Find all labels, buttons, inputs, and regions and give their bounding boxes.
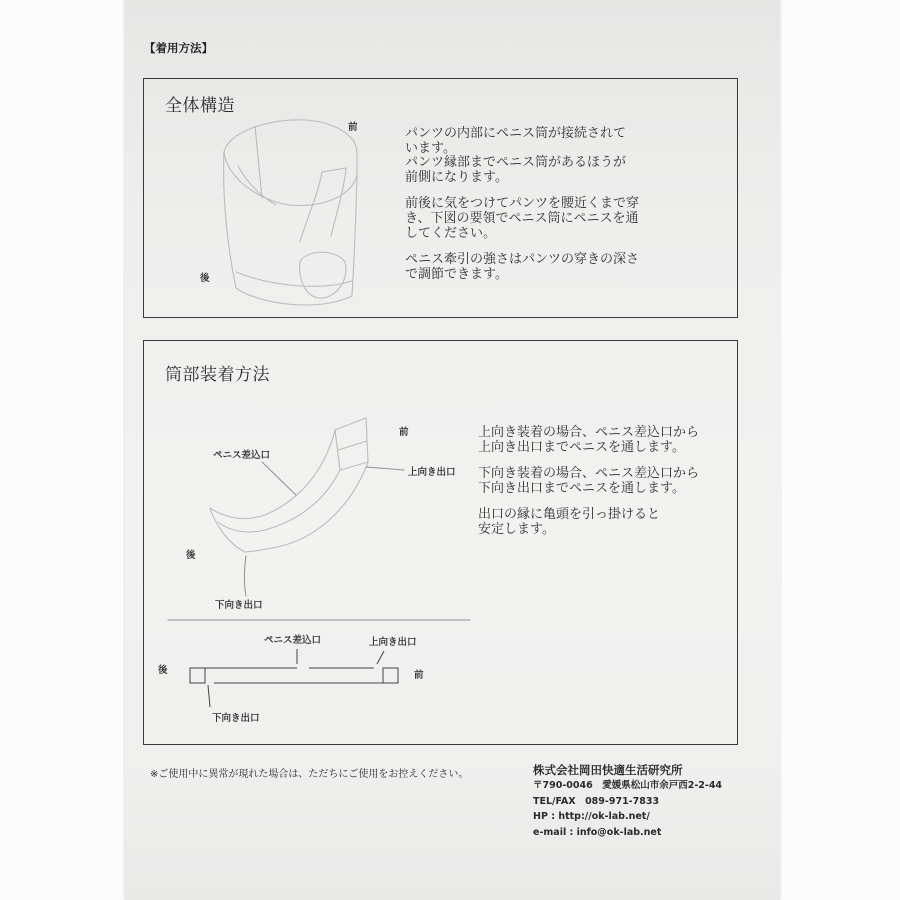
- text-line: います。: [405, 140, 456, 156]
- text-line: パンツ縁部までペニス筒があるほうが: [405, 155, 627, 171]
- tube-fitting-text: [478, 425, 699, 537]
- schematic-upward-exit-label: 上向き出口: [369, 637, 417, 648]
- tube-downward-exit-label: 下向き出口: [215, 600, 263, 611]
- company-homepage: HP : http://ok-lab.net/: [533, 811, 650, 822]
- text-line: してください。: [405, 225, 497, 241]
- paragraph: [405, 197, 639, 241]
- company-name: 株式会社岡田快適生活研究所: [533, 763, 683, 777]
- text-line: 前側になります。: [405, 169, 508, 185]
- tube-fitting-box: [143, 340, 738, 745]
- company-email: e-mail : info@ok-lab.net: [533, 826, 662, 838]
- text-line: 前後に気をつけてパンツを腰近くまで穿: [405, 196, 640, 212]
- text-line: 下向き出口までペニスを通します。: [478, 481, 685, 497]
- paragraph: [405, 253, 639, 282]
- paragraph: [478, 466, 699, 497]
- text-line: ペニス牽引の強さはパンツの穿きの深さ: [405, 252, 640, 268]
- schematic-back-label: 後: [158, 665, 168, 676]
- tube-fitting-title: 筒部装着方法: [165, 365, 270, 385]
- paragraph: [478, 425, 699, 456]
- text-line: 出口の縁に亀頭を引っ掛けると: [478, 506, 661, 522]
- company-address: 〒790-0046 愛媛県松山市余戸西2-2-44: [533, 780, 723, 791]
- paragraph: [405, 127, 639, 185]
- text-line: き、下図の要領でペニス筒にペニスを通: [405, 210, 639, 226]
- schematic-insert-label: ペニス差込口: [264, 635, 322, 646]
- text-line: 下向き装着の場合、ペニス差込口から: [478, 465, 700, 481]
- text-line: で調節できます。: [405, 266, 508, 282]
- pants-front-label: 前: [348, 122, 358, 133]
- pants-back-label: 後: [200, 273, 210, 284]
- tube-upward-exit-label: 上向き出口: [408, 467, 456, 478]
- text-line: 上向き装着の場合、ペニス差込口から: [478, 425, 700, 440]
- tube-back-label: 後: [186, 550, 196, 561]
- schematic-downward-exit-label: 下向き出口: [212, 713, 260, 724]
- company-info: [533, 762, 722, 840]
- tube-front-label: 前: [399, 427, 409, 438]
- caution-note: ※ご使用中に異常が現れた場合は、ただちにご使用をお控えください。: [150, 769, 469, 780]
- text-line: 安定します。: [478, 521, 555, 537]
- tube-insert-label: ペニス差込口: [213, 450, 271, 461]
- schematic-front-label: 前: [414, 670, 424, 681]
- paragraph: [478, 507, 699, 538]
- text-line: パンツの内部にペニス筒が接続されて: [405, 126, 627, 141]
- company-tel-fax: TEL/FAX 089-971-7833: [533, 795, 660, 807]
- overall-structure-text: [405, 127, 639, 282]
- sheet-heading: 【着用方法】: [144, 41, 213, 55]
- text-line: 上向き出口までペニスを通します。: [478, 440, 685, 456]
- overall-structure-title: 全体構造: [165, 96, 235, 116]
